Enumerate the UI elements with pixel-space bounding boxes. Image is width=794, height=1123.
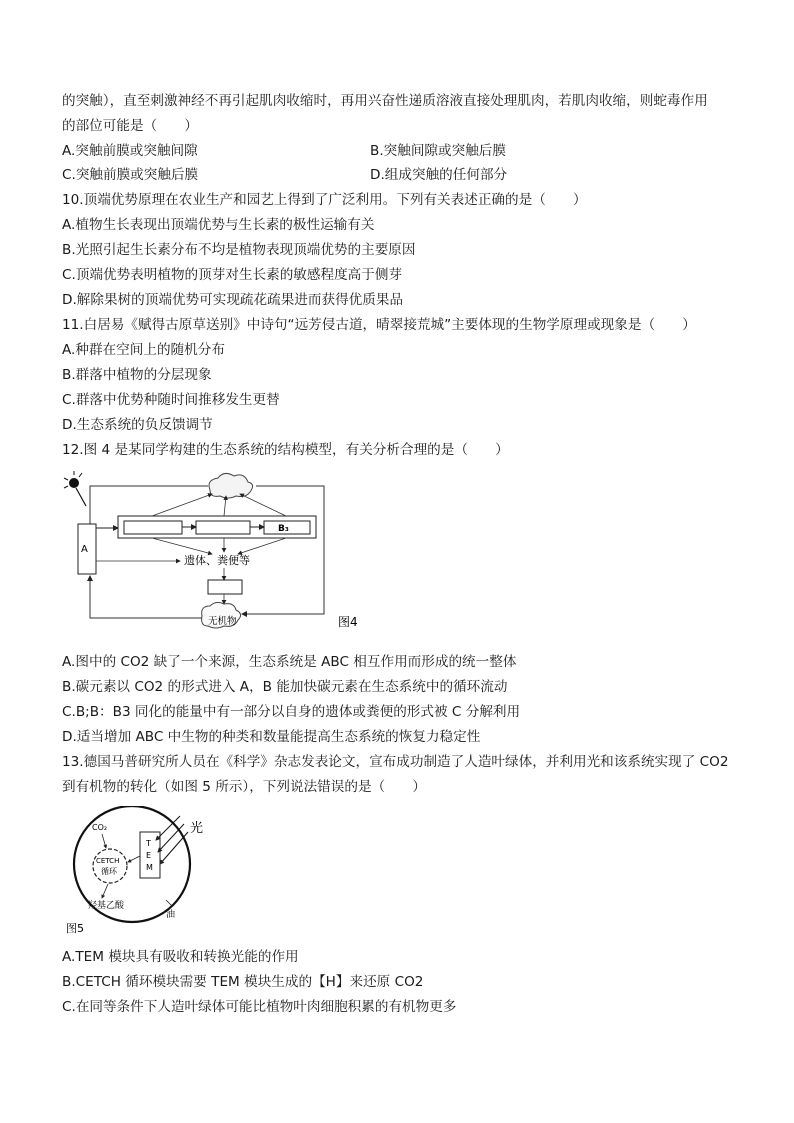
q13-option-c: C.在同等条件下人造叶绿体可能比植物叶肉细胞积累的有机物更多 (62, 999, 457, 1015)
q13-option-a: A.TEM 模块具有吸收和转换光能的作用 (62, 949, 299, 965)
product-label: 羟基乙酸 (88, 901, 125, 911)
remains-label: 遗体、粪便等 (184, 554, 250, 567)
q12-option-b: B.碳元素以 CO2 的形式进入 A，B 能加快碳元素在生态系统中的循环流动 (62, 679, 508, 695)
inorganic-label: 无机物 (208, 616, 237, 627)
cycle-label: 循环 (101, 867, 117, 876)
figure-4-caption: 图4 (338, 615, 358, 629)
q10-stem: 10.顶端优势原理在农业生产和园艺上得到了广泛利用。下列有关表述正确的是（ ） (62, 192, 587, 208)
box-b1 (124, 521, 182, 534)
co2-label: CO₂ (92, 823, 108, 832)
tem-t: T (146, 839, 151, 848)
tem-m: M (146, 863, 153, 872)
q9-stem-line2: 的部位可能是（ ） (62, 118, 198, 134)
box-b3-label: B₃ (278, 524, 289, 534)
q12-stem: 12.图 4 是某同学构建的生态系统的结构模型，有关分析合理的是（ ） (62, 442, 509, 458)
arrow-top-right (242, 486, 324, 614)
q10-option-d: D.解除果树的顶端优势可实现疏花疏果进而获得优质果品 (62, 292, 404, 308)
q10-option-a: A.植物生长表现出顶端优势与生长素的极性运输有关 (62, 217, 375, 233)
q11-stem: 11.白居易《赋得古原草送别》中诗句“远芳侵古道，晴翠接荒城”主要体现的生物学原理或现象是（ ） (62, 317, 696, 333)
q12-option-d: D.适当增加 ABC 中生物的种类和数量能提高生态系统的恢复力稳定性 (62, 729, 481, 745)
q12-option-a: A.图中的 CO2 缺了一个来源，生态系统是 ABC 相互作用而形成的统一整体 (62, 654, 517, 670)
q11-option-c: C.群落中优势种随时间推移发生更替 (62, 392, 280, 408)
q12-option-c: C.B;B：B3 同化的能量中有一部分以自身的遗体或粪便的形式被 C 分解利用 (62, 704, 521, 720)
box-a-label: A (81, 544, 88, 555)
q9-option-d: D.组成突触的任何部分 (370, 167, 508, 183)
q13-stem-line2: 到有机物的转化（如图 5 所示），下列说法错误的是（ ） (62, 779, 426, 795)
q10-option-c: C.顶端优势表明植物的顶芽对生长素的敏感程度高于侧芽 (62, 267, 403, 283)
sun-icon (64, 471, 86, 506)
q11-option-d: D.生态系统的负反馈调节 (62, 417, 213, 433)
q13-option-b: B.CETCH 循环模块需要 TEM 模块生成的【H】来还原 CO2 (62, 974, 424, 990)
cloud-icon (209, 473, 253, 498)
q9-option-a: A.突触前膜或突触间隙 (62, 143, 198, 159)
q11-option-b: B.群落中植物的分层现象 (62, 367, 212, 383)
q13-stem-line1: 13.德国马普研究所人员在《科学》杂志发表论文，宣布成功制造了人造叶绿体，并利用光和该系统实现了 CO2 (62, 754, 729, 770)
light-label: 光 (190, 821, 204, 836)
figure-5-caption: 图5 (66, 922, 84, 935)
q9-option-c: C.突触前膜或突触后膜 (62, 167, 199, 183)
q9-option-b: B.突触间隙或突触后膜 (370, 143, 506, 159)
q10-option-b: B.光照引起生长素分布不均是植物表现顶端优势的主要原因 (62, 242, 416, 258)
arrow-return-to-a (90, 576, 202, 618)
tem-e: E (146, 851, 152, 860)
figure-5-artificial-chloroplast (62, 806, 212, 936)
figure-4-ecosystem-model (62, 466, 372, 642)
q11-option-a: A.种群在空间上的随机分布 (62, 342, 225, 358)
q9-stem-line1: 的突触），直至刺激神经不再引起肌肉收缩时，再用兴奋性递质溶液直接处理肌肉，若肌肉收缩，则蛇毒作用 (62, 93, 708, 109)
box-c (208, 580, 242, 594)
oil-label: 油 (166, 910, 176, 920)
cetch-label: CETCH (96, 857, 120, 865)
box-b2 (196, 521, 250, 534)
